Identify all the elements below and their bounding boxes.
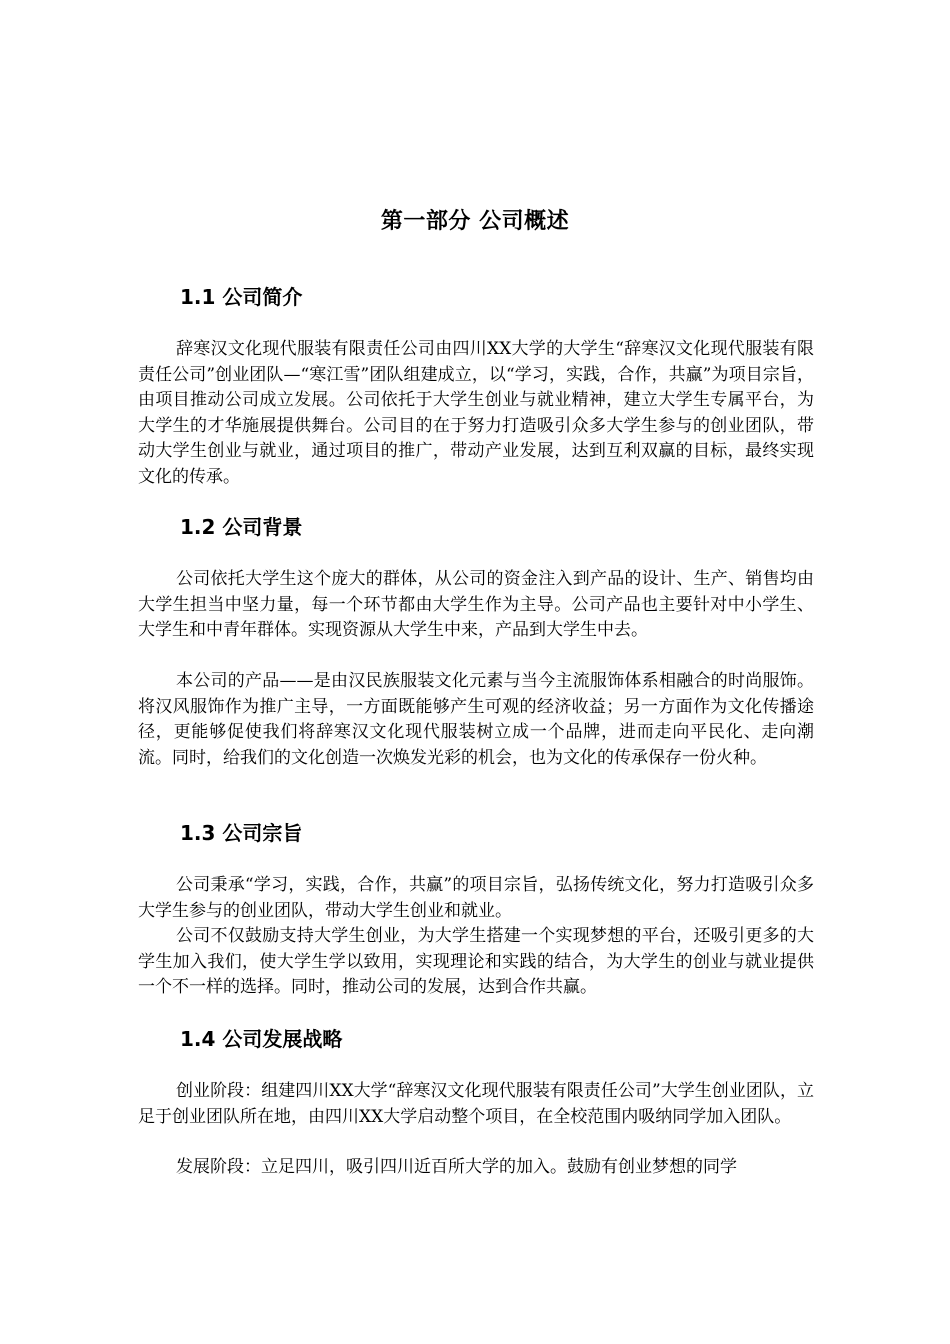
paragraph: 本公司的产品——是由汉民族服装文化元素与当今主流服饰体系相融合的时尚服饰。将汉风服饰作为推广主导，一方面既能够产生可观的经济收益；另一方面作为文化传播途径，更能够促使我们将辞寒汉文化现代服装树立成一个品牌，进而走向平民化、走向潮流。同时，给我们的文化创造一次焕发光彩的机会，也为文化的传承保存一份火种。 [138,671,814,768]
paragraph: 发展阶段：立足四川，吸引四川近百所大学的加入。鼓励有创业梦想的同学 [176,1157,737,1177]
section-heading-company-profile: 1.1 公司简介 [180,285,303,309]
section-heading-company-mission: 1.3 公司宗旨 [180,821,303,845]
paragraph: 公司秉承“学习，实践，合作，共赢”的项目宗旨，弘扬传统文化，努力打造吸引众多大学生参与的创业团队，带动大学生创业和就业。 [138,875,814,921]
paragraph: 创业阶段：组建四川XX大学“辞寒汉文化现代服装有限责任公司”大学生创业团队，立足于创业团队所在地，由四川XX大学启动整个项目，在全校范围内吸纳同学加入团队。 [138,1081,814,1127]
section-heading-company-background: 1.2 公司背景 [180,515,303,539]
page-title: 第一部分 公司概述 [380,209,570,234]
paragraph: 辞寒汉文化现代服装有限责任公司由四川XX大学的大学生“辞寒汉文化现代服装有限责任公司”创业团队—“寒江雪”团队组建成立，以“学习，实践，合作，共赢”为项目宗旨，由项目推动公司成立发展。公司依托于大学生创业与就业精神，建立大学生专属平台，为大学生的才华施展提供舞台。公司目的在于努力打造吸引众多大学生参与的创业团队，带动大学生创业与就业，通过项目的推广，带动产业发展，达到互利双赢的目标，最终实现文化的传承。 [138,339,814,487]
paragraph: 公司依托大学生这个庞大的群体，从公司的资金注入到产品的设计、生产、销售均由大学生担当中坚力量，每一个环节都由大学生作为主导。公司产品也主要针对中小学生、大学生和中青年群体。实现资源从大学生中来，产品到大学生中去。 [138,569,814,640]
paragraph: 公司不仅鼓励支持大学生创业，为大学生搭建一个实现梦想的平台，还吸引更多的大学生加入我们，使大学生学以致用，实现理论和实践的结合，为大学生的创业与就业提供一个不一样的选择。同时，推动公司的发展，达到合作共赢。 [138,926,814,997]
section-heading-development-strategy: 1.4 公司发展战略 [180,1027,343,1051]
